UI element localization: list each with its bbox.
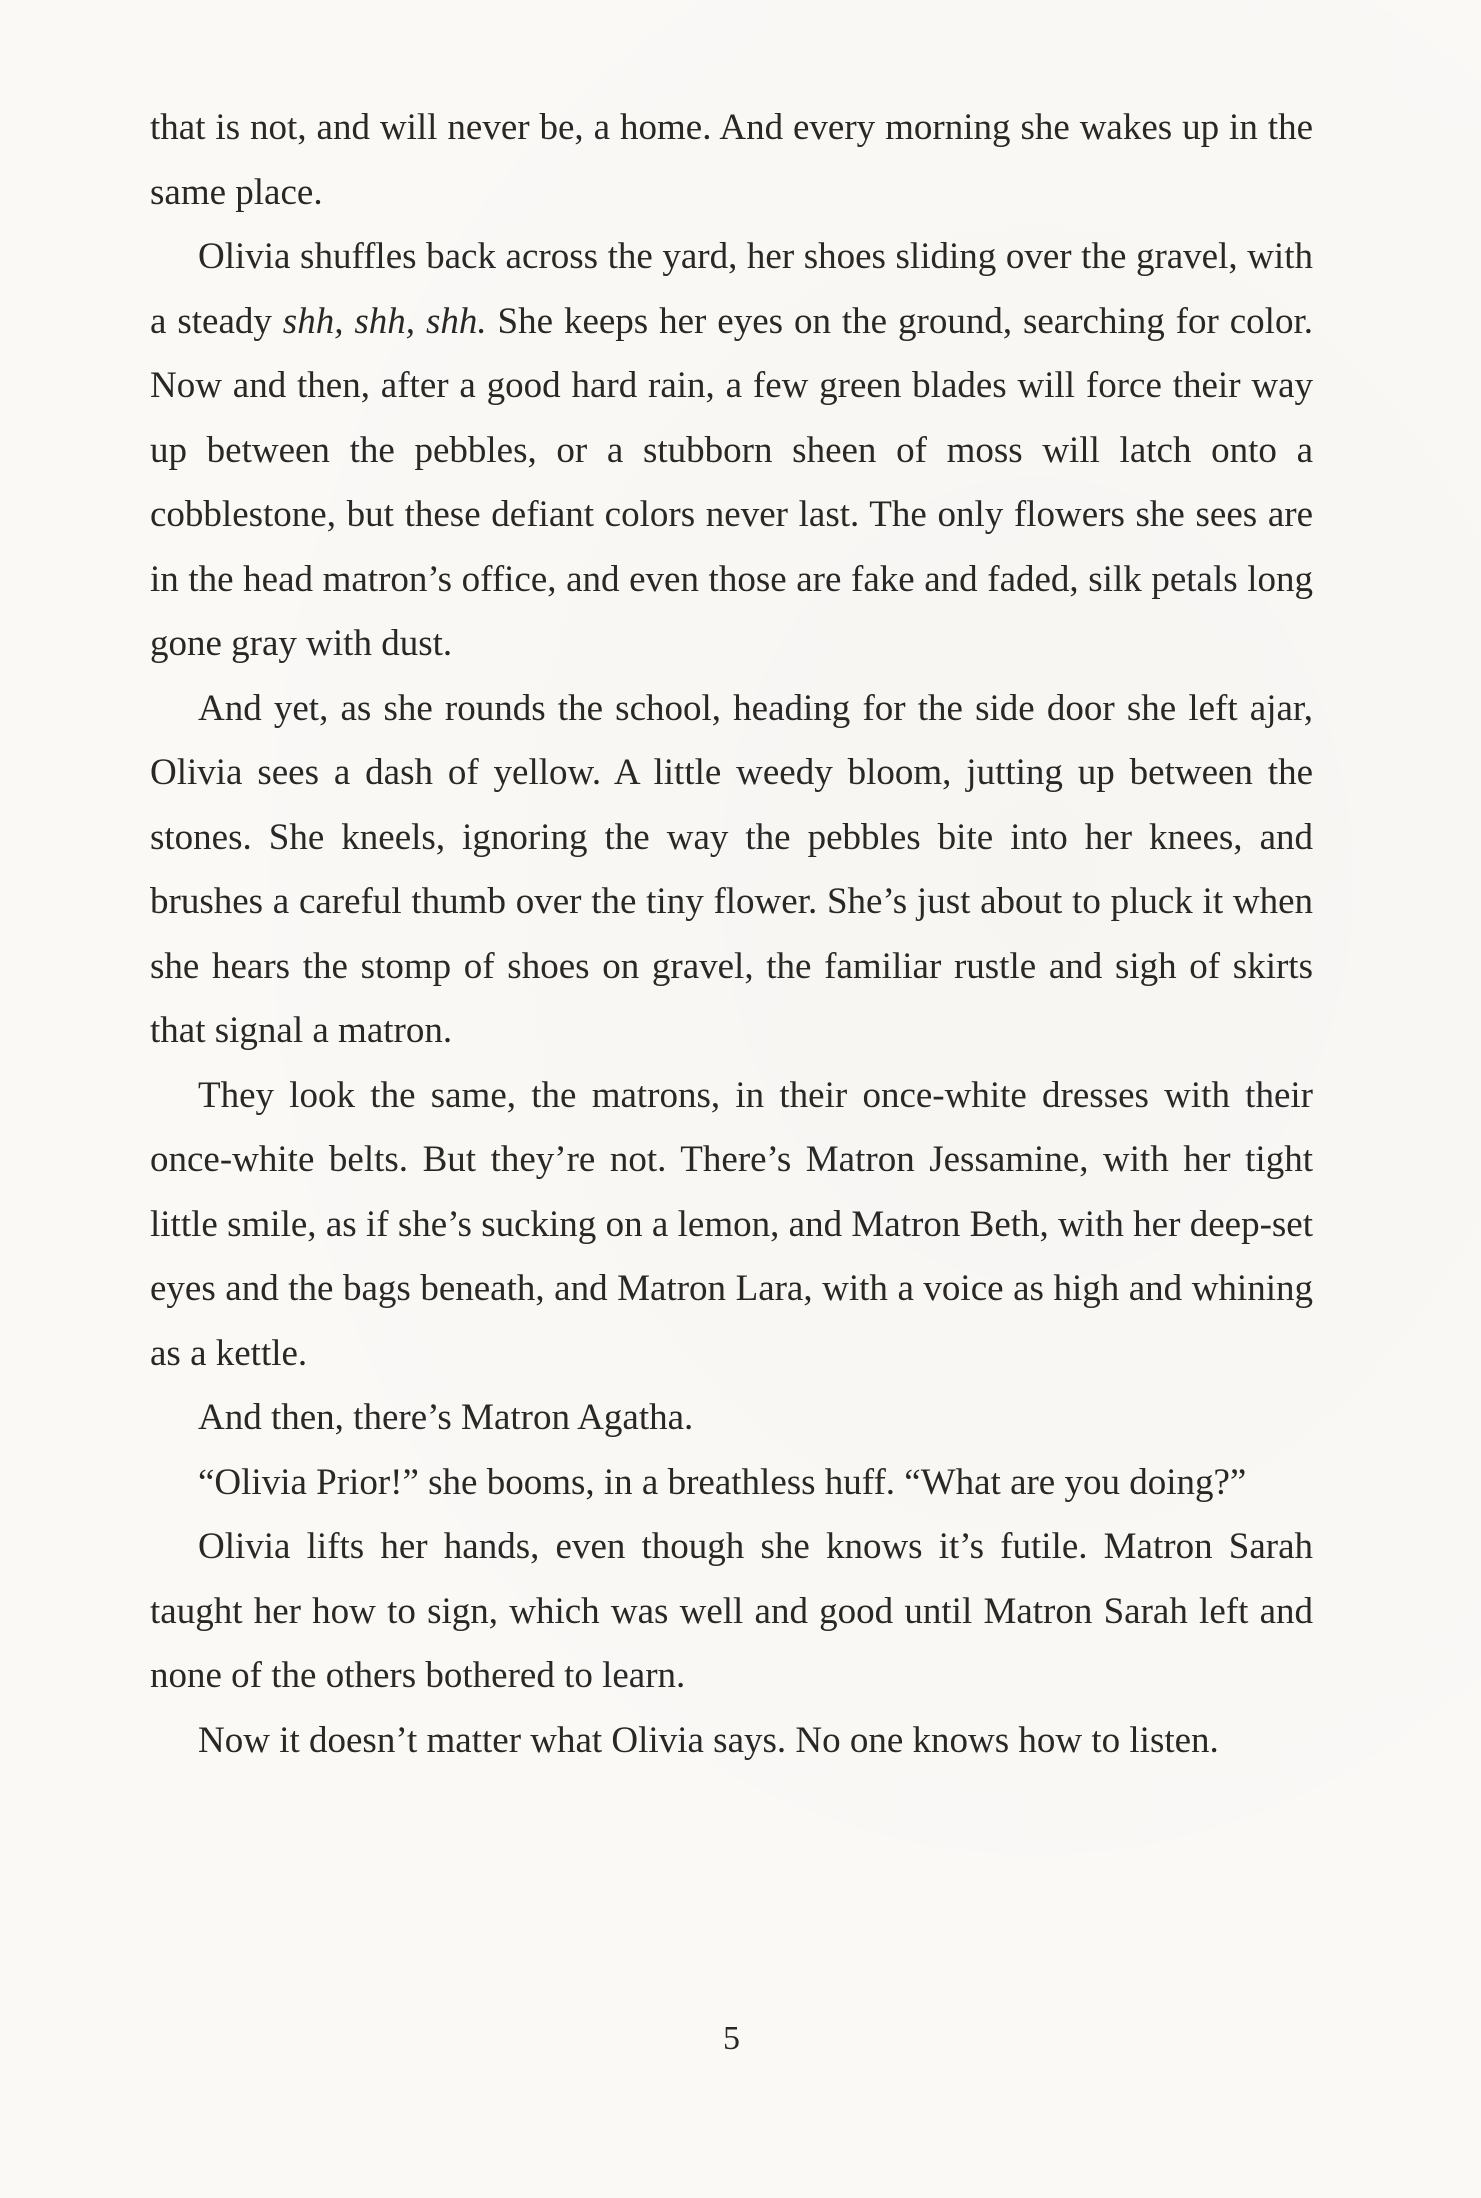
paragraph [150,1451,1313,1516]
paragraph [150,1064,1313,1387]
paragraph [150,677,1313,1064]
text-segment: And then, there’s Matron Agatha. [198,1397,694,1438]
text-segment: Olivia lifts her hands, even though she knows it’s futile. Matron Sarah taught her how to sign, which was well and good until Matron Sarah left and none of the others bothered to learn. [150,1526,1313,1696]
body-text [150,96,1313,1773]
text-segment: Olivia shuffles back across the yard, her shoes sliding over the gravel, with a steady [150,236,1313,342]
paragraph [150,96,1313,225]
text-segment: “Olivia Prior!” she booms, in a breathless huff. “What are you doing?” [198,1461,1247,1503]
paragraph [150,1386,1313,1451]
text-segment: And yet, as she rounds the school, heading for the side door she left ajar, Olivia sees a dash of yellow. A little weedy bloom, jutting up between the stones. She kneels, ignoring the way the pebbles bite into her knees, and brushes a careful thumb over the tiny flower. She’s just about to pluck it when she hears the stomp of shoes on gravel, the familiar rustle and sigh of skirts that signal a matron. [150,687,1313,1051]
text-segment: that is not, and will never be, a home. And every morning she wakes up in the same place. [150,107,1313,213]
text-segment: They look the same, the matrons, in their once-white dresses with their once-white belts. But they’re not. There’s Matron Jessamine, with her tight little smile, as if she’s sucking on a lemon, and Matron Beth, with her deep-set eyes and the bags beneath, and Matron Lara, with a voice as high and whining as a kettle. [150,1074,1313,1374]
paragraph [150,225,1313,677]
page-number: 5 [723,2020,740,2057]
paragraph [150,1709,1313,1774]
paragraph [150,1515,1313,1709]
text-segment: She keeps her eyes on the ground, searching for color. Now and then, after a good hard rain, a few green blades will force their way up between the pebbles, or a stubborn sheen of moss will latch onto a cobblestone, but these defiant colors never last. The only flowers she sees are in the head matron’s office, and even those are fake and faded, silk petals long gone gray with dust. [150,300,1313,664]
text-segment: Now it doesn’t matter what Olivia says. No one knows how to listen. [198,1719,1219,1761]
italic-text: shh, shh, shh. [282,300,487,342]
